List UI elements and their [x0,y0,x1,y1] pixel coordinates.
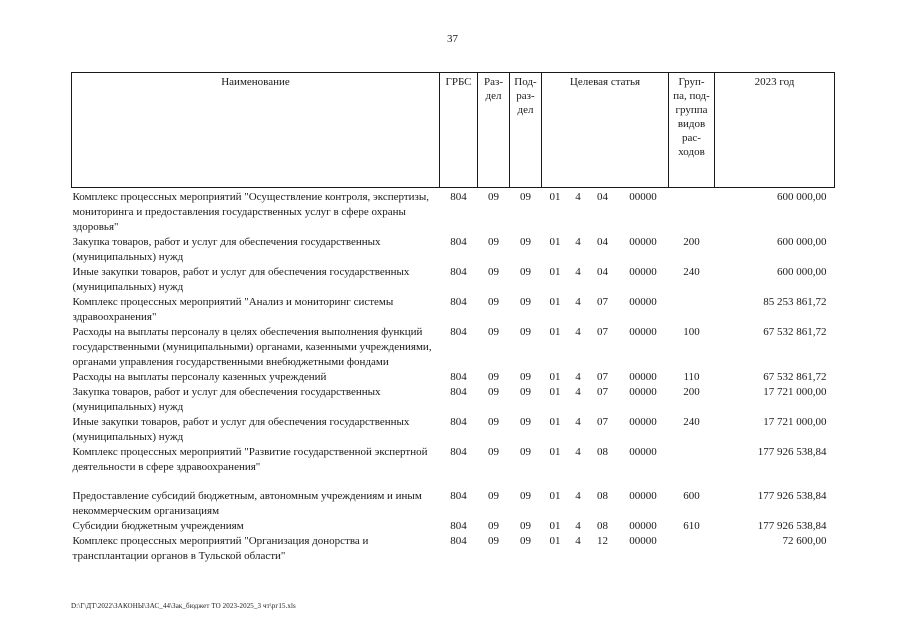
row-subsection: 09 [520,236,531,248]
table-row [72,534,835,564]
row-target-program: 01 [549,520,561,532]
row-amount: 17 721 000,00 [763,386,827,398]
header-year: 2023 год [715,73,835,188]
row-group: 600 [683,490,700,502]
row-target-measure: 08 [597,490,608,502]
row-target-measure: 04 [597,266,608,278]
table-row [72,235,835,265]
header-name: Наименование [72,73,440,188]
row-grbs: 804 [450,296,467,308]
file-path: D:\Г\ДТ\2022\ЗАКОНЫ\ЗАС_44\Зак_бюджет ТО 2023-2025_3 чт\рг15.xls [71,602,296,610]
row-name: Комплекс процессных мероприятий "Организация донорства и трансплантации органов в Тульской области" [72,535,369,562]
row-target-program: 01 [549,296,561,308]
row-target-direction: 00000 [629,535,657,547]
row-subsection: 09 [520,266,531,278]
row-amount: 85 253 861,72 [763,296,827,308]
row-grbs: 804 [450,520,467,532]
row-group: 240 [683,416,700,428]
row-target-direction: 00000 [629,371,657,383]
row-target-program: 01 [549,326,561,338]
row-amount: 600 000,00 [777,266,827,278]
row-name: Предоставление субсидий бюджетным, автономным учреждениям и иным некоммерческим организациям [72,490,422,517]
row-section: 09 [488,371,499,383]
row-target-measure: 12 [597,535,608,547]
row-grbs: 804 [450,266,467,278]
table-row [72,265,835,295]
row-name: Иные закупки товаров, работ и услуг для обеспечения государственных (муниципальных) нужд [72,416,410,443]
row-subsection: 09 [520,326,531,338]
row-group [669,295,715,325]
row-section: 09 [488,386,499,398]
row-section: 09 [488,520,499,532]
budget-table [71,72,835,564]
row-target-measure: 04 [597,191,608,203]
header-grbs: ГРБС [440,73,478,188]
row-group: 240 [683,266,700,278]
row-target-type: 4 [575,446,581,458]
table-row [72,489,835,519]
row-target-type: 4 [575,386,581,398]
row-grbs: 804 [450,416,467,428]
row-target-direction: 00000 [629,266,657,278]
row-target-program: 01 [549,446,561,458]
row-target-program: 01 [549,191,561,203]
row-name: Комплекс процессных мероприятий "Осуществление контроля, экспертизы, мониторинга и предоставления государственных услуг в сфере охраны здоровья" [72,191,430,233]
row-amount: 177 926 538,84 [757,520,827,532]
row-target-direction: 00000 [629,520,657,532]
row-name: Иные закупки товаров, работ и услуг для обеспечения государственных (муниципальных) нужд [72,266,410,293]
row-section: 09 [488,296,499,308]
row-target-type: 4 [575,520,581,532]
row-grbs: 804 [450,371,467,383]
row-target-type: 4 [575,191,581,203]
header-target: Целевая статья [542,73,669,188]
row-amount: 67 532 861,72 [763,326,827,338]
row-target-direction: 00000 [629,236,657,248]
row-subsection: 09 [520,446,531,458]
row-name: Комплекс процессных мероприятий "Развитие государственной экспертной деятельности в сфере здравоохранения" [72,446,428,473]
table-row [72,325,835,370]
row-target-program: 01 [549,490,561,502]
row-grbs: 804 [450,446,467,458]
row-name: Закупка товаров, работ и услуг для обеспечения государственных (муниципальных) нужд [72,236,381,263]
row-target-direction: 00000 [629,386,657,398]
row-name: Комплекс процессных мероприятий "Анализ и мониторинг системы здравоохранения" [72,296,394,323]
row-subsection: 09 [520,490,531,502]
row-target-type: 4 [575,266,581,278]
row-group: 200 [683,386,700,398]
row-subsection: 09 [520,371,531,383]
row-group [669,445,715,475]
row-section: 09 [488,236,499,248]
row-section: 09 [488,535,499,547]
row-name: Расходы на выплаты персоналу казенных учреждений [72,371,327,383]
row-group: 200 [683,236,700,248]
row-grbs: 804 [450,236,467,248]
table-row [72,188,835,236]
row-amount: 600 000,00 [777,236,827,248]
row-section: 09 [488,266,499,278]
row-subsection: 09 [520,386,531,398]
row-target-measure: 04 [597,236,608,248]
row-amount: 72 600,00 [782,535,827,547]
row-section: 09 [488,191,499,203]
row-group: 100 [683,326,700,338]
row-section: 09 [488,326,499,338]
row-target-type: 4 [575,490,581,502]
table-row [72,385,835,415]
table-row [72,415,835,445]
row-target-program: 01 [549,416,561,428]
row-subsection: 09 [520,416,531,428]
row-group [669,188,715,236]
row-target-direction: 00000 [629,446,657,458]
row-amount: 177 926 538,84 [757,490,827,502]
row-subsection: 09 [520,535,531,547]
table-spacer-row [72,475,835,489]
row-group: 110 [683,371,700,383]
header-section: Раз- дел [478,73,510,188]
row-name: Расходы на выплаты персоналу в целях обеспечения выполнения функций государственными (муниципальными) органами, казенными учреждениями, органами управления государственными внебюджетными фондами [72,326,432,368]
row-target-type: 4 [575,371,581,383]
row-target-program: 01 [549,266,561,278]
row-target-program: 01 [549,535,561,547]
header-group: Груп- па, под- группа видов рас- ходов [669,73,715,188]
table-row [72,295,835,325]
row-section: 09 [488,416,499,428]
row-target-direction: 00000 [629,490,657,502]
row-grbs: 804 [450,191,467,203]
row-subsection: 09 [520,520,531,532]
row-target-measure: 08 [597,446,608,458]
table-row [72,445,835,475]
row-amount: 177 926 538,84 [757,446,827,458]
row-target-measure: 07 [597,296,608,308]
table-row [72,519,835,534]
row-amount: 67 532 861,72 [763,371,827,383]
row-group: 610 [683,520,700,532]
row-amount: 600 000,00 [777,191,827,203]
row-target-direction: 00000 [629,326,657,338]
row-target-measure: 08 [597,520,608,532]
row-subsection: 09 [520,191,531,203]
row-grbs: 804 [450,490,467,502]
row-target-type: 4 [575,296,581,308]
row-target-measure: 07 [597,416,608,428]
spacer-cell [72,475,835,489]
row-section: 09 [488,446,499,458]
row-target-type: 4 [575,236,581,248]
row-target-measure: 07 [597,326,608,338]
row-grbs: 804 [450,326,467,338]
row-grbs: 804 [450,535,467,547]
row-name: Закупка товаров, работ и услуг для обеспечения государственных (муниципальных) нужд [72,386,381,413]
row-target-direction: 00000 [629,416,657,428]
row-target-direction: 00000 [629,191,657,203]
row-target-direction: 00000 [629,296,657,308]
row-target-program: 01 [549,371,561,383]
row-target-type: 4 [575,535,581,547]
row-target-measure: 07 [597,386,608,398]
page-number: 37 [447,33,458,45]
table-row [72,370,835,385]
row-subsection: 09 [520,296,531,308]
row-target-type: 4 [575,416,581,428]
row-group [669,534,715,564]
row-target-program: 01 [549,386,561,398]
table-header-row [72,73,835,188]
row-target-measure: 07 [597,371,608,383]
row-name: Субсидии бюджетным учреждениям [72,520,244,532]
row-section: 09 [488,490,499,502]
row-amount: 17 721 000,00 [763,416,827,428]
header-subsection: Под- раз- дел [510,73,542,188]
row-grbs: 804 [450,386,467,398]
row-target-program: 01 [549,236,561,248]
row-target-type: 4 [575,326,581,338]
